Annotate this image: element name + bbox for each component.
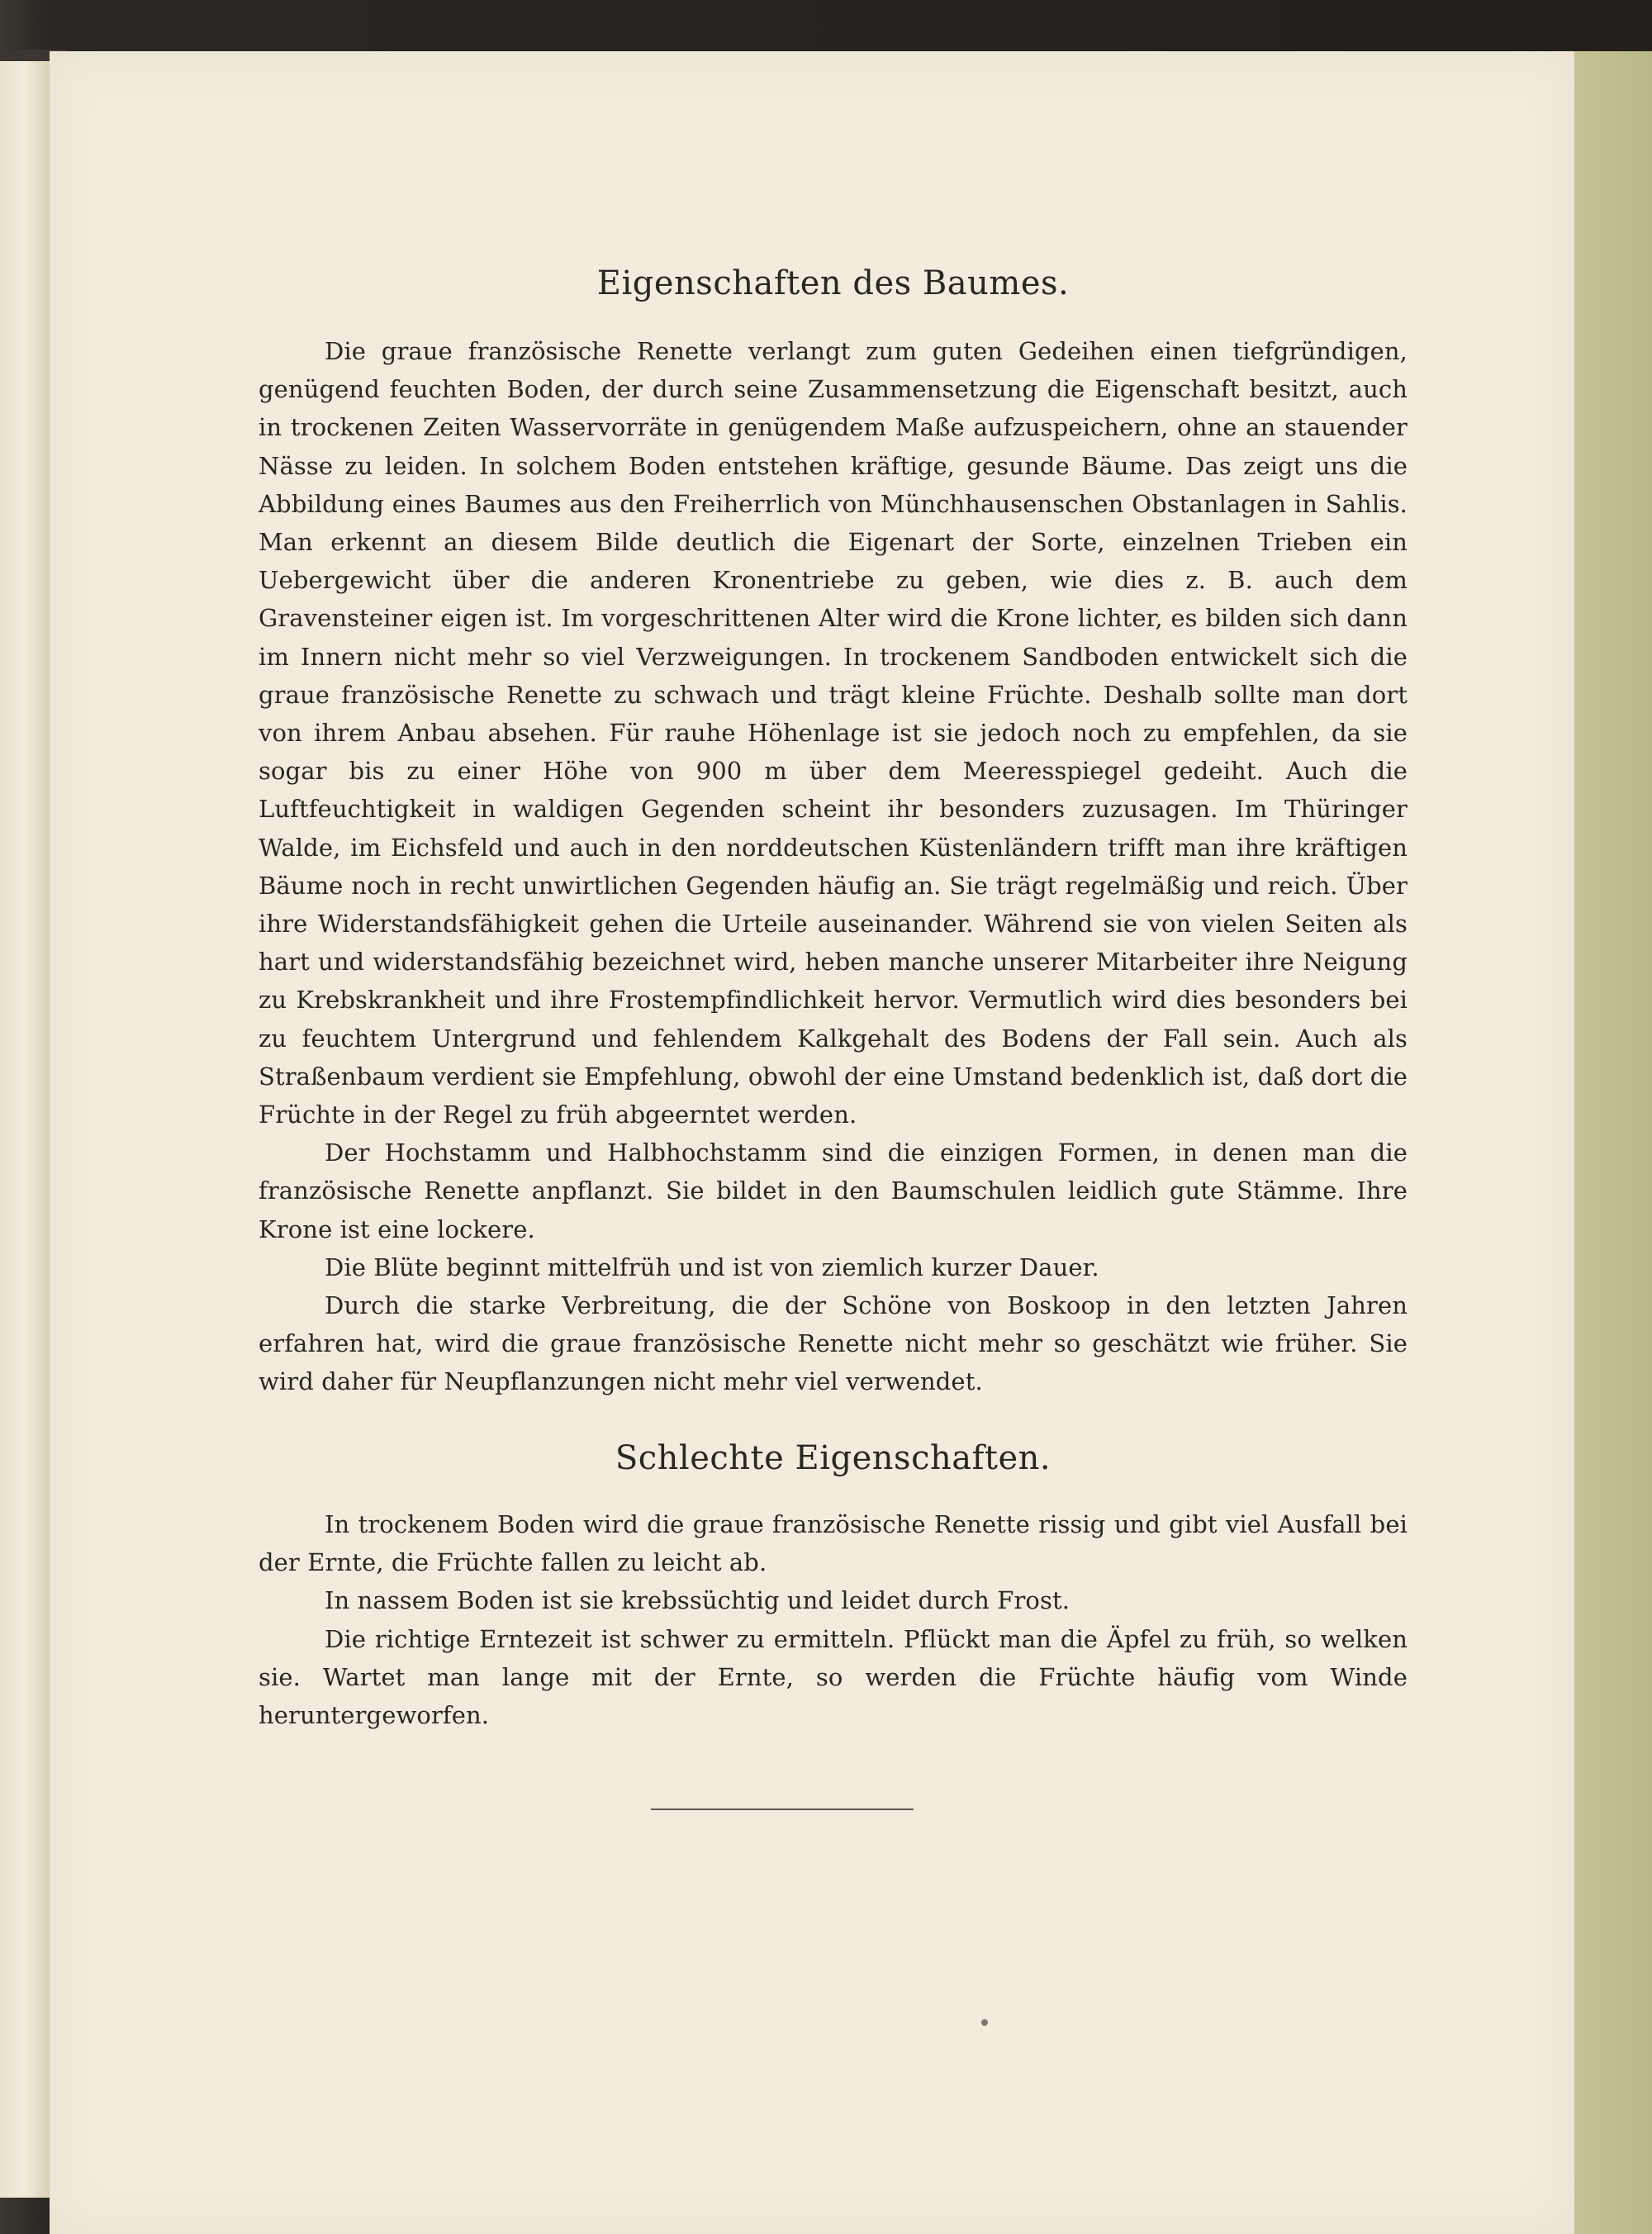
book-page: [50, 51, 1574, 2234]
section-body-bad-properties: [259, 1505, 1408, 1734]
paper-speck: [981, 2019, 988, 2026]
left-page-edge: [0, 50, 50, 2198]
section-title-bad-properties: Schlechte Eigenschaften.: [615, 1439, 1051, 1477]
paragraph: Die Blüte beginnt mittelfrüh und ist von ziemlich kurzer Dauer.: [325, 1252, 1099, 1281]
section-body-properties: [259, 332, 1408, 1401]
paragraph: Die richtige Erntezeit ist schwer zu ermitteln. Pflückt man die Äpfel zu früh, so welken sie. Wartet man lange mit der Ernte, so werden die Früchte häufig vom Winde heruntergeworfen.: [259, 1624, 1408, 1730]
paragraph: Der Hochstamm und Halbhochstamm sind die einzigen Formen, in denen man die französische Renette anpflanzt. Sie bildet in den Baumschulen leidlich gute Stämme. Ihre Krone ist eine lockere.: [259, 1138, 1408, 1243]
paragraph: In nassem Boden ist sie krebssüchtig und leidet durch Frost.: [325, 1586, 1070, 1615]
section-divider-rule: [651, 1809, 914, 1810]
paragraph: In trockenem Boden wird die graue französische Renette rissig und gibt viel Ausfall bei der Ernte, die Früchte fallen zu leicht ab.: [259, 1510, 1408, 1577]
paragraph: Die graue französische Renette verlangt zum guten Gedeihen einen tiefgründigen, genügend feuchten Boden, der durch seine Zusammensetzung die Eigenschaft besitzt, auch in trockenen Zeiten Wasservorräte in genügendem Maße aufzuspeichern, ohne an stauender Nässe zu leiden. In solchem Boden entstehen kräftige, gesunde Bäume. Das zeigt uns die Abbildung eines Baumes aus den Freiherrlich von Münchhausenschen Obstanlagen in Sahlis. Man erkennt an diesem Bilde deutlich die Eigenart der Sorte, einzelnen Trieben ein Uebergewicht über die anderen Kronentriebe zu geben, wie dies z. B. auch dem Gravensteiner eigen ist. Im vorgeschrittenen Alter wird die Krone lichter, es bilden sich dann im Innern nicht mehr so viel Verzweigungen. In trockenem Sandboden entwickelt sich die graue französische Renette zu schwach und trägt kleine Früchte. Deshalb sollte man dort von ihrem Anbau absehen. Für rauhe Höhenlage ist sie jedoch noch zu empfehlen, da sie sogar bis zu einer Höhe von 900 m über dem Meeresspiegel gedeiht. Auch die Luftfeuchtigkeit in waldigen Gegenden scheint ihr besonders zuzusagen. Im Thüringer Walde, im Eichsfeld und auch in den norddeutschen Küstenländern trifft man ihre kräftigen Bäume noch in recht unwirtlichen Gegenden häufig an. Sie trägt regelmäßig und reich. Über ihre Widerstandsfähigkeit gehen die Urteile auseinander. Während sie von vielen Seiten als hart und widerstandsfähig bezeichnet wird, heben manche unserer Mitarbeiter ihre Neigung zu Krebskrankheit und ihre Frostempfindlichkeit hervor. Vermutlich wird dies besonders bei zu feuchtem Untergrund und fehlendem Kalkgehalt des Bodens der Fall sein. Auch als Straßenbaum verdient sie Empfehlung, obwohl der eine Umstand bedenklich ist, daß dort die Früchte in der Regel zu früh abgeerntet werden.: [259, 337, 1408, 1129]
paragraph: Durch die starke Verbreitung, die der Schöne von Boskoop in den letzten Jahren erfahren hat, wird die graue französische Renette nicht mehr so geschätzt wie früher. Sie wird daher für Neupflanzungen nicht mehr viel verwendet.: [259, 1291, 1408, 1396]
section-title-properties: Eigenschaften des Baumes.: [596, 264, 1070, 302]
